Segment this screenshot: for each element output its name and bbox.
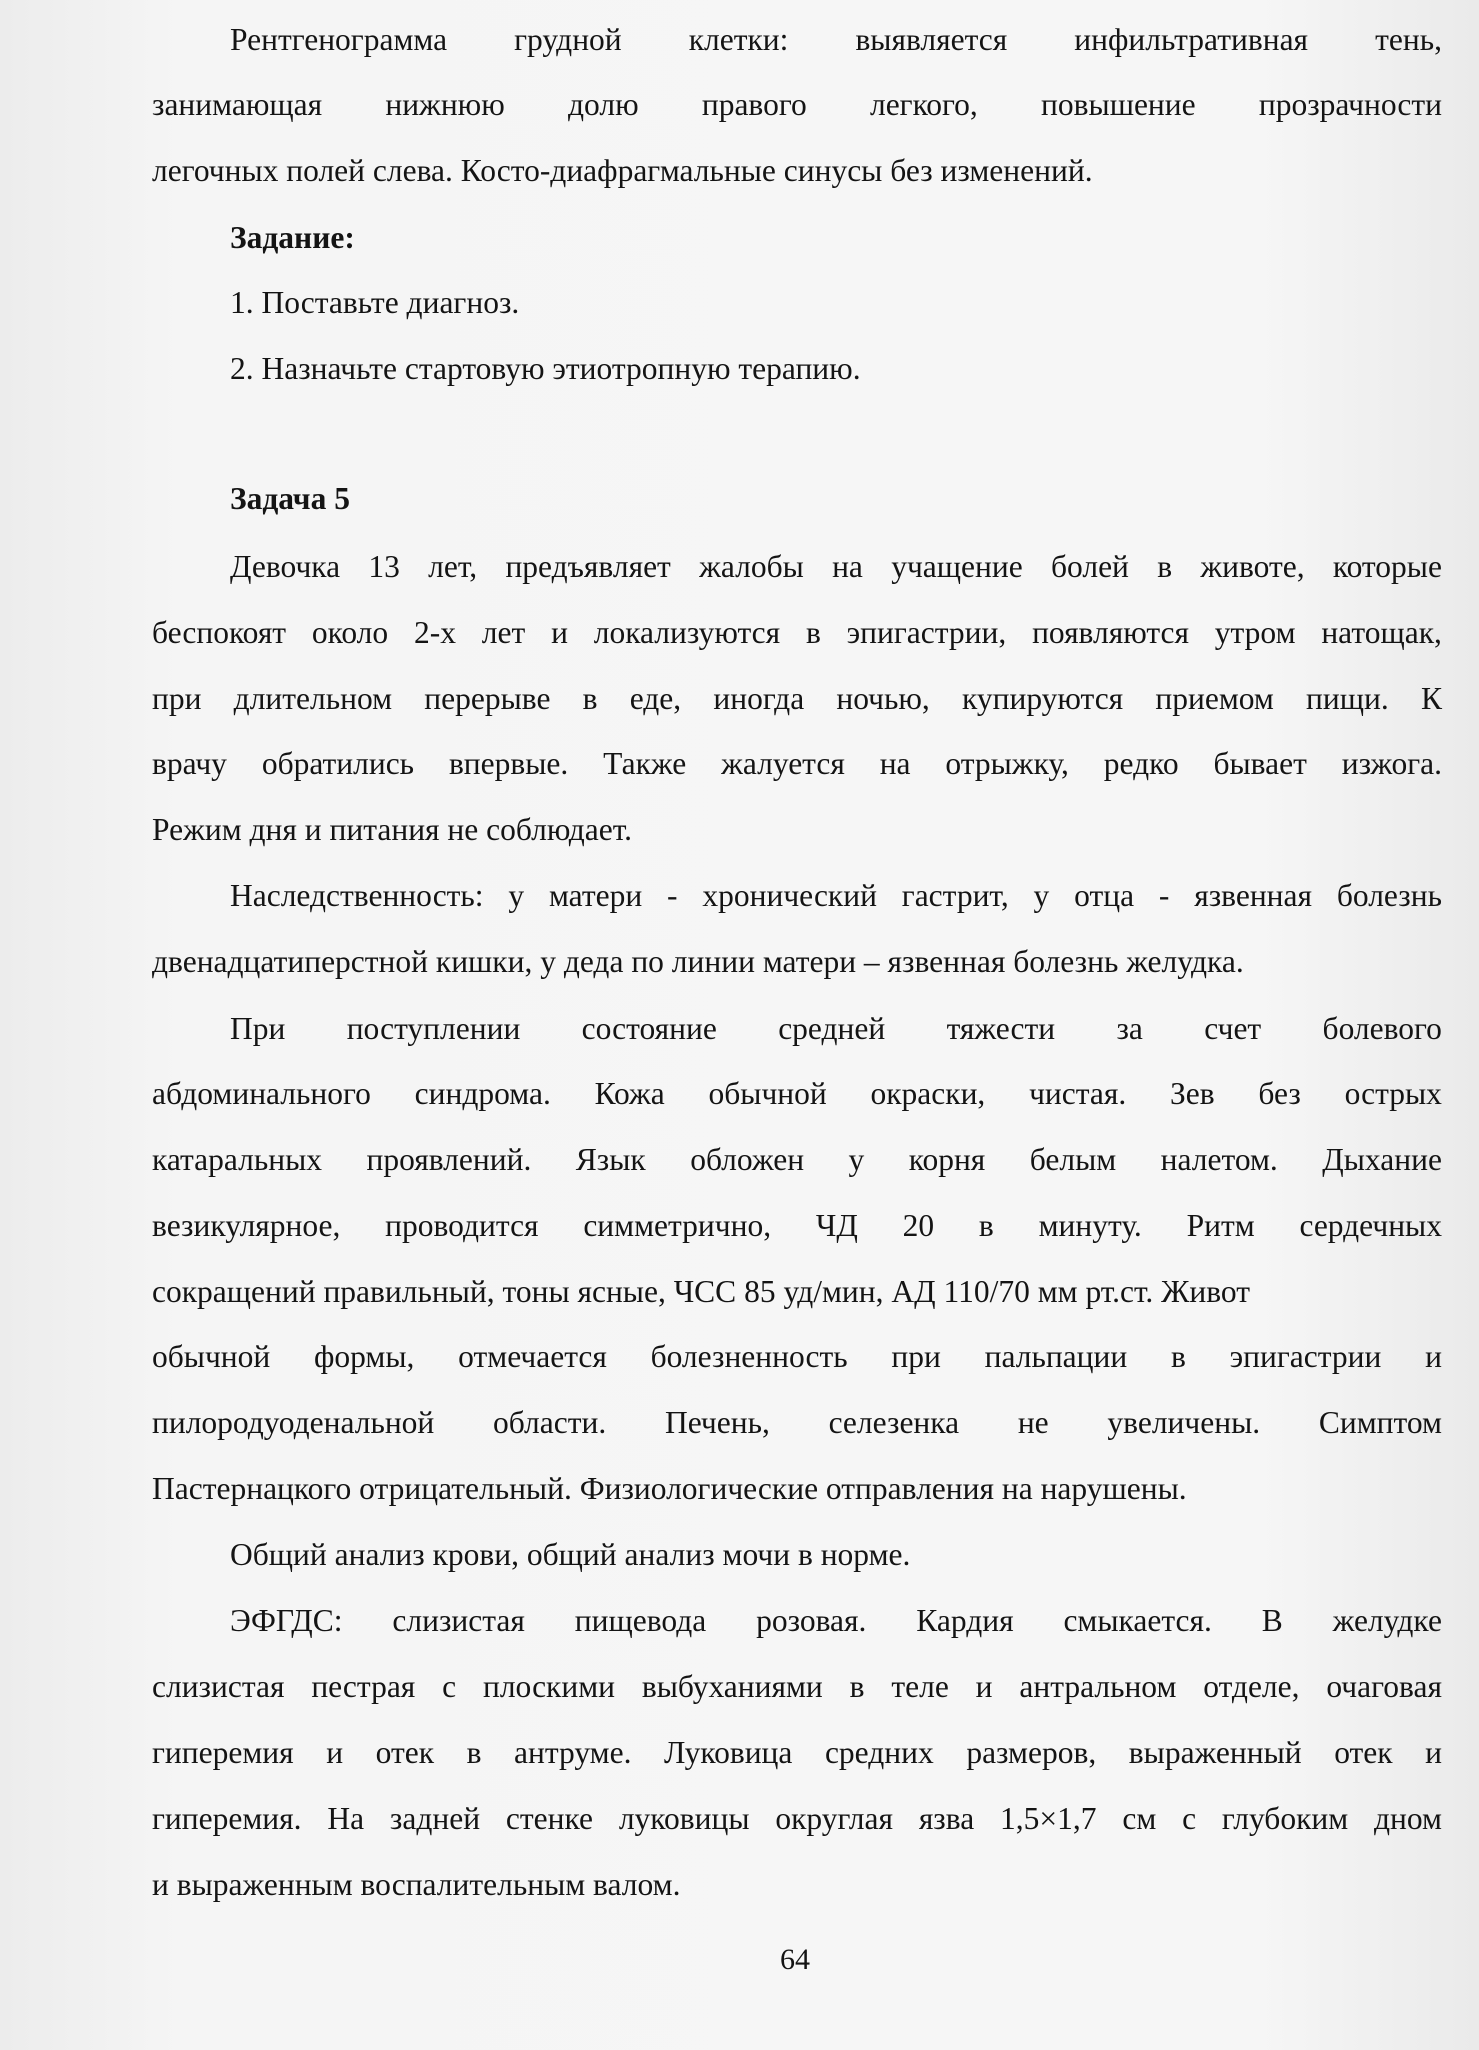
word: правого	[701, 87, 807, 122]
word: Наследственность:	[230, 878, 484, 913]
word: беспокоят	[152, 615, 287, 650]
word: жалобы	[699, 549, 804, 584]
word: эпигастрии,	[846, 615, 1007, 650]
text-line	[152, 549, 1442, 593]
word: матери	[548, 878, 643, 913]
word: еде,	[629, 681, 682, 716]
word: редко	[1103, 746, 1179, 781]
word: и	[1425, 1735, 1442, 1770]
word: на	[832, 549, 863, 584]
word: белым	[1029, 1142, 1117, 1177]
word: налетом.	[1160, 1142, 1278, 1177]
line-text: 1. Поставьте диагноз.	[230, 285, 520, 320]
word: 1,5×1,7	[1000, 1801, 1097, 1836]
word: отек	[375, 1735, 435, 1770]
word: длительном	[233, 681, 393, 716]
word: розовая.	[756, 1603, 867, 1638]
word: антруме.	[514, 1735, 632, 1770]
word: около	[311, 615, 389, 650]
word: желудке	[1332, 1603, 1442, 1638]
word: см	[1122, 1801, 1157, 1836]
word: без	[1258, 1076, 1301, 1111]
word: в	[849, 1669, 865, 1704]
line-text: Режим дня и питания не соблюдает.	[152, 812, 633, 847]
word: минуту.	[1038, 1208, 1142, 1243]
text-line	[152, 285, 1442, 329]
word: учащение	[891, 549, 1023, 584]
word: симметрично,	[583, 1208, 772, 1243]
word: Рентгенограмма	[230, 22, 448, 57]
text-line	[152, 1801, 1442, 1845]
word: выбуханиями	[641, 1669, 823, 1704]
text-line	[152, 22, 1442, 66]
word: язвенная	[1194, 878, 1313, 913]
text-line	[152, 681, 1442, 725]
word: выявляется	[855, 22, 1008, 57]
word: пищевода	[574, 1603, 707, 1638]
word: Дыхание	[1322, 1142, 1442, 1177]
word: болевого	[1322, 1011, 1442, 1046]
word: врачу	[152, 746, 227, 781]
word: у	[848, 1142, 865, 1177]
text-line	[152, 1471, 1442, 1515]
word: болей	[1051, 549, 1129, 584]
word: абдоминального	[152, 1076, 371, 1111]
text-line	[152, 1339, 1442, 1383]
text-line	[152, 481, 1442, 525]
word: задней	[389, 1801, 481, 1836]
word: проявлений.	[366, 1142, 532, 1177]
word: клетки:	[688, 22, 789, 57]
word: сердечных	[1299, 1208, 1442, 1243]
text-line	[152, 1076, 1442, 1120]
text-line	[152, 1142, 1442, 1186]
word: грудной	[514, 22, 622, 57]
line-text: Общий анализ крови, общий анализ мочи в норме.	[230, 1537, 911, 1572]
line-text: Задание:	[230, 220, 355, 255]
word: предъявляет	[505, 549, 671, 584]
word: нижнюю	[385, 87, 505, 122]
word: средней	[778, 1011, 886, 1046]
word: размеров,	[966, 1735, 1097, 1770]
text-line	[152, 1537, 1442, 1581]
word: инфильтративная	[1074, 22, 1309, 57]
text-line	[152, 1011, 1442, 1055]
word: глубоким	[1221, 1801, 1349, 1836]
text-line	[152, 1867, 1442, 1911]
word: утром	[1214, 615, 1296, 650]
word: луковицы	[618, 1801, 750, 1836]
word: у	[1033, 878, 1050, 913]
word: на	[879, 746, 911, 781]
text-line	[152, 1274, 1442, 1318]
word: Ритм	[1186, 1208, 1255, 1243]
word: тень,	[1375, 22, 1442, 57]
word: дном	[1374, 1801, 1442, 1836]
word: выраженный	[1128, 1735, 1302, 1770]
word: пальпации	[984, 1339, 1128, 1374]
word: ЧД	[815, 1208, 858, 1243]
word: Луковица	[664, 1735, 793, 1770]
word: животе,	[1200, 549, 1305, 584]
word: обратились	[261, 746, 415, 781]
word: очаговая	[1326, 1669, 1442, 1704]
word: не	[1017, 1405, 1049, 1440]
text-line	[152, 615, 1442, 659]
word: Печень,	[664, 1405, 770, 1440]
word: легкого,	[869, 87, 978, 122]
word: Зев	[1170, 1076, 1215, 1111]
word: купируются	[962, 681, 1124, 716]
text-line	[152, 87, 1442, 131]
word: окраски,	[870, 1076, 986, 1111]
word: -	[1158, 878, 1170, 913]
word: с	[442, 1669, 457, 1704]
word: лет	[481, 615, 526, 650]
word: На	[327, 1801, 365, 1836]
line-text: двенадцатиперстной кишки, у деда по линии матери – язвенная болезнь желудка.	[152, 944, 1244, 979]
word: прозрачности	[1258, 87, 1442, 122]
word: лет,	[428, 549, 478, 584]
word: 2-х	[413, 615, 456, 650]
word: формы,	[314, 1339, 415, 1374]
word: гастрит,	[901, 878, 1009, 913]
text-line	[152, 220, 1442, 264]
word: средних	[824, 1735, 934, 1770]
word: ночью,	[836, 681, 930, 716]
word: поступлении	[346, 1011, 521, 1046]
word: катаральных	[152, 1142, 322, 1177]
text-line	[152, 1603, 1442, 1647]
word: изжога.	[1341, 746, 1442, 781]
word: долю	[567, 87, 639, 122]
word: стенке	[505, 1801, 593, 1836]
word: в	[1157, 549, 1173, 584]
word: и	[326, 1735, 344, 1770]
word: отца	[1074, 878, 1135, 913]
word: 13	[368, 549, 400, 584]
word: округлая	[775, 1801, 893, 1836]
word: увеличены.	[1107, 1405, 1261, 1440]
word: отделе,	[1203, 1669, 1300, 1704]
word: 20	[902, 1208, 935, 1243]
word: у	[508, 878, 525, 913]
word: В	[1261, 1603, 1283, 1638]
word: обложен	[690, 1142, 805, 1177]
word: антральном	[1019, 1669, 1177, 1704]
line-text: 2. Назначьте стартовую этиотропную терапию.	[230, 351, 861, 386]
word: Язык	[575, 1142, 646, 1177]
text-line	[152, 1405, 1442, 1449]
word: тяжести	[946, 1011, 1056, 1046]
word: слизистая	[152, 1669, 285, 1704]
word: натощак,	[1321, 615, 1442, 650]
word: хронический	[702, 878, 877, 913]
word: жалуется	[721, 746, 845, 781]
word: гиперемия.	[152, 1801, 302, 1836]
line-text: Задача 5	[230, 481, 350, 516]
word: язва	[918, 1801, 975, 1836]
word: теле	[891, 1669, 949, 1704]
line-text: Пастернацкого отрицательный. Физиологические отправления на нарушены.	[152, 1471, 1187, 1506]
word: при	[891, 1339, 941, 1374]
word: в	[1171, 1339, 1186, 1374]
word: Симптом	[1318, 1405, 1442, 1440]
text-line	[152, 1735, 1442, 1779]
word: повышение	[1041, 87, 1196, 122]
line-text: сокращений правильный, тоны ясные, ЧСС 85 уд/мин, АД 110/70 мм рт.ст. Живот	[152, 1274, 1251, 1309]
word: болезнь	[1336, 878, 1442, 913]
word: отмечается	[458, 1339, 607, 1374]
word: за	[1116, 1011, 1143, 1046]
word: отрыжку,	[945, 746, 1069, 781]
text-line	[152, 944, 1442, 988]
word: в	[582, 681, 598, 716]
word: Кардия	[916, 1603, 1014, 1638]
word: При	[230, 1011, 286, 1046]
text-line	[152, 878, 1442, 922]
line-text: и выраженным воспалительным валом.	[152, 1867, 681, 1902]
word: болезненность	[650, 1339, 848, 1374]
text-line	[152, 1208, 1442, 1252]
page-number: 64	[780, 1943, 810, 1976]
word: гиперемия	[152, 1735, 294, 1770]
word: ЭФГДС:	[230, 1603, 343, 1638]
word: обычной	[152, 1339, 271, 1374]
word: в	[466, 1735, 482, 1770]
text-line	[152, 746, 1442, 790]
word: бывает	[1213, 746, 1307, 781]
word: чистая.	[1029, 1076, 1127, 1111]
word: приемом	[1155, 681, 1274, 716]
word: везикулярное,	[152, 1208, 341, 1243]
word: синдрома.	[414, 1076, 551, 1111]
word: появляются	[1032, 615, 1189, 650]
word: состояние	[581, 1011, 717, 1046]
word: отек	[1334, 1735, 1393, 1770]
line-text: легочных полей слева. Косто-диафрагмальные синусы без изменений.	[152, 153, 1093, 188]
word: пестрая	[311, 1669, 416, 1704]
word: занимающая	[152, 87, 323, 122]
word: счет	[1204, 1011, 1262, 1046]
text-line	[152, 1669, 1442, 1713]
word: в	[805, 615, 821, 650]
word: обычной	[708, 1076, 827, 1111]
word: иногда	[713, 681, 805, 716]
word: слизистая	[392, 1603, 525, 1638]
word: пищи.	[1306, 681, 1389, 716]
word: с	[1182, 1801, 1197, 1836]
word: и	[1425, 1339, 1442, 1374]
word: эпигастрии	[1229, 1339, 1382, 1374]
word: К	[1420, 681, 1442, 716]
word: и	[551, 615, 568, 650]
word: локализуются	[593, 615, 781, 650]
word: смыкается.	[1063, 1603, 1212, 1638]
text-line	[152, 812, 1442, 856]
word: -	[667, 878, 678, 913]
word: области.	[493, 1405, 607, 1440]
word: острых	[1344, 1076, 1442, 1111]
word: впервые.	[448, 746, 569, 781]
text-line	[152, 153, 1442, 197]
word: селезенка	[828, 1405, 960, 1440]
word: Девочка	[230, 549, 341, 584]
word: корня	[908, 1142, 986, 1177]
word: которые	[1332, 549, 1442, 584]
word: в	[978, 1208, 994, 1243]
word: Также	[603, 746, 687, 781]
word: при	[152, 681, 202, 716]
word: Кожа	[594, 1076, 665, 1111]
word: проводится	[385, 1208, 539, 1243]
word: пилородуоденальной	[152, 1405, 435, 1440]
word: плоскими	[482, 1669, 616, 1704]
word: перерыве	[424, 681, 551, 716]
text-line	[152, 351, 1442, 395]
word: и	[975, 1669, 993, 1704]
